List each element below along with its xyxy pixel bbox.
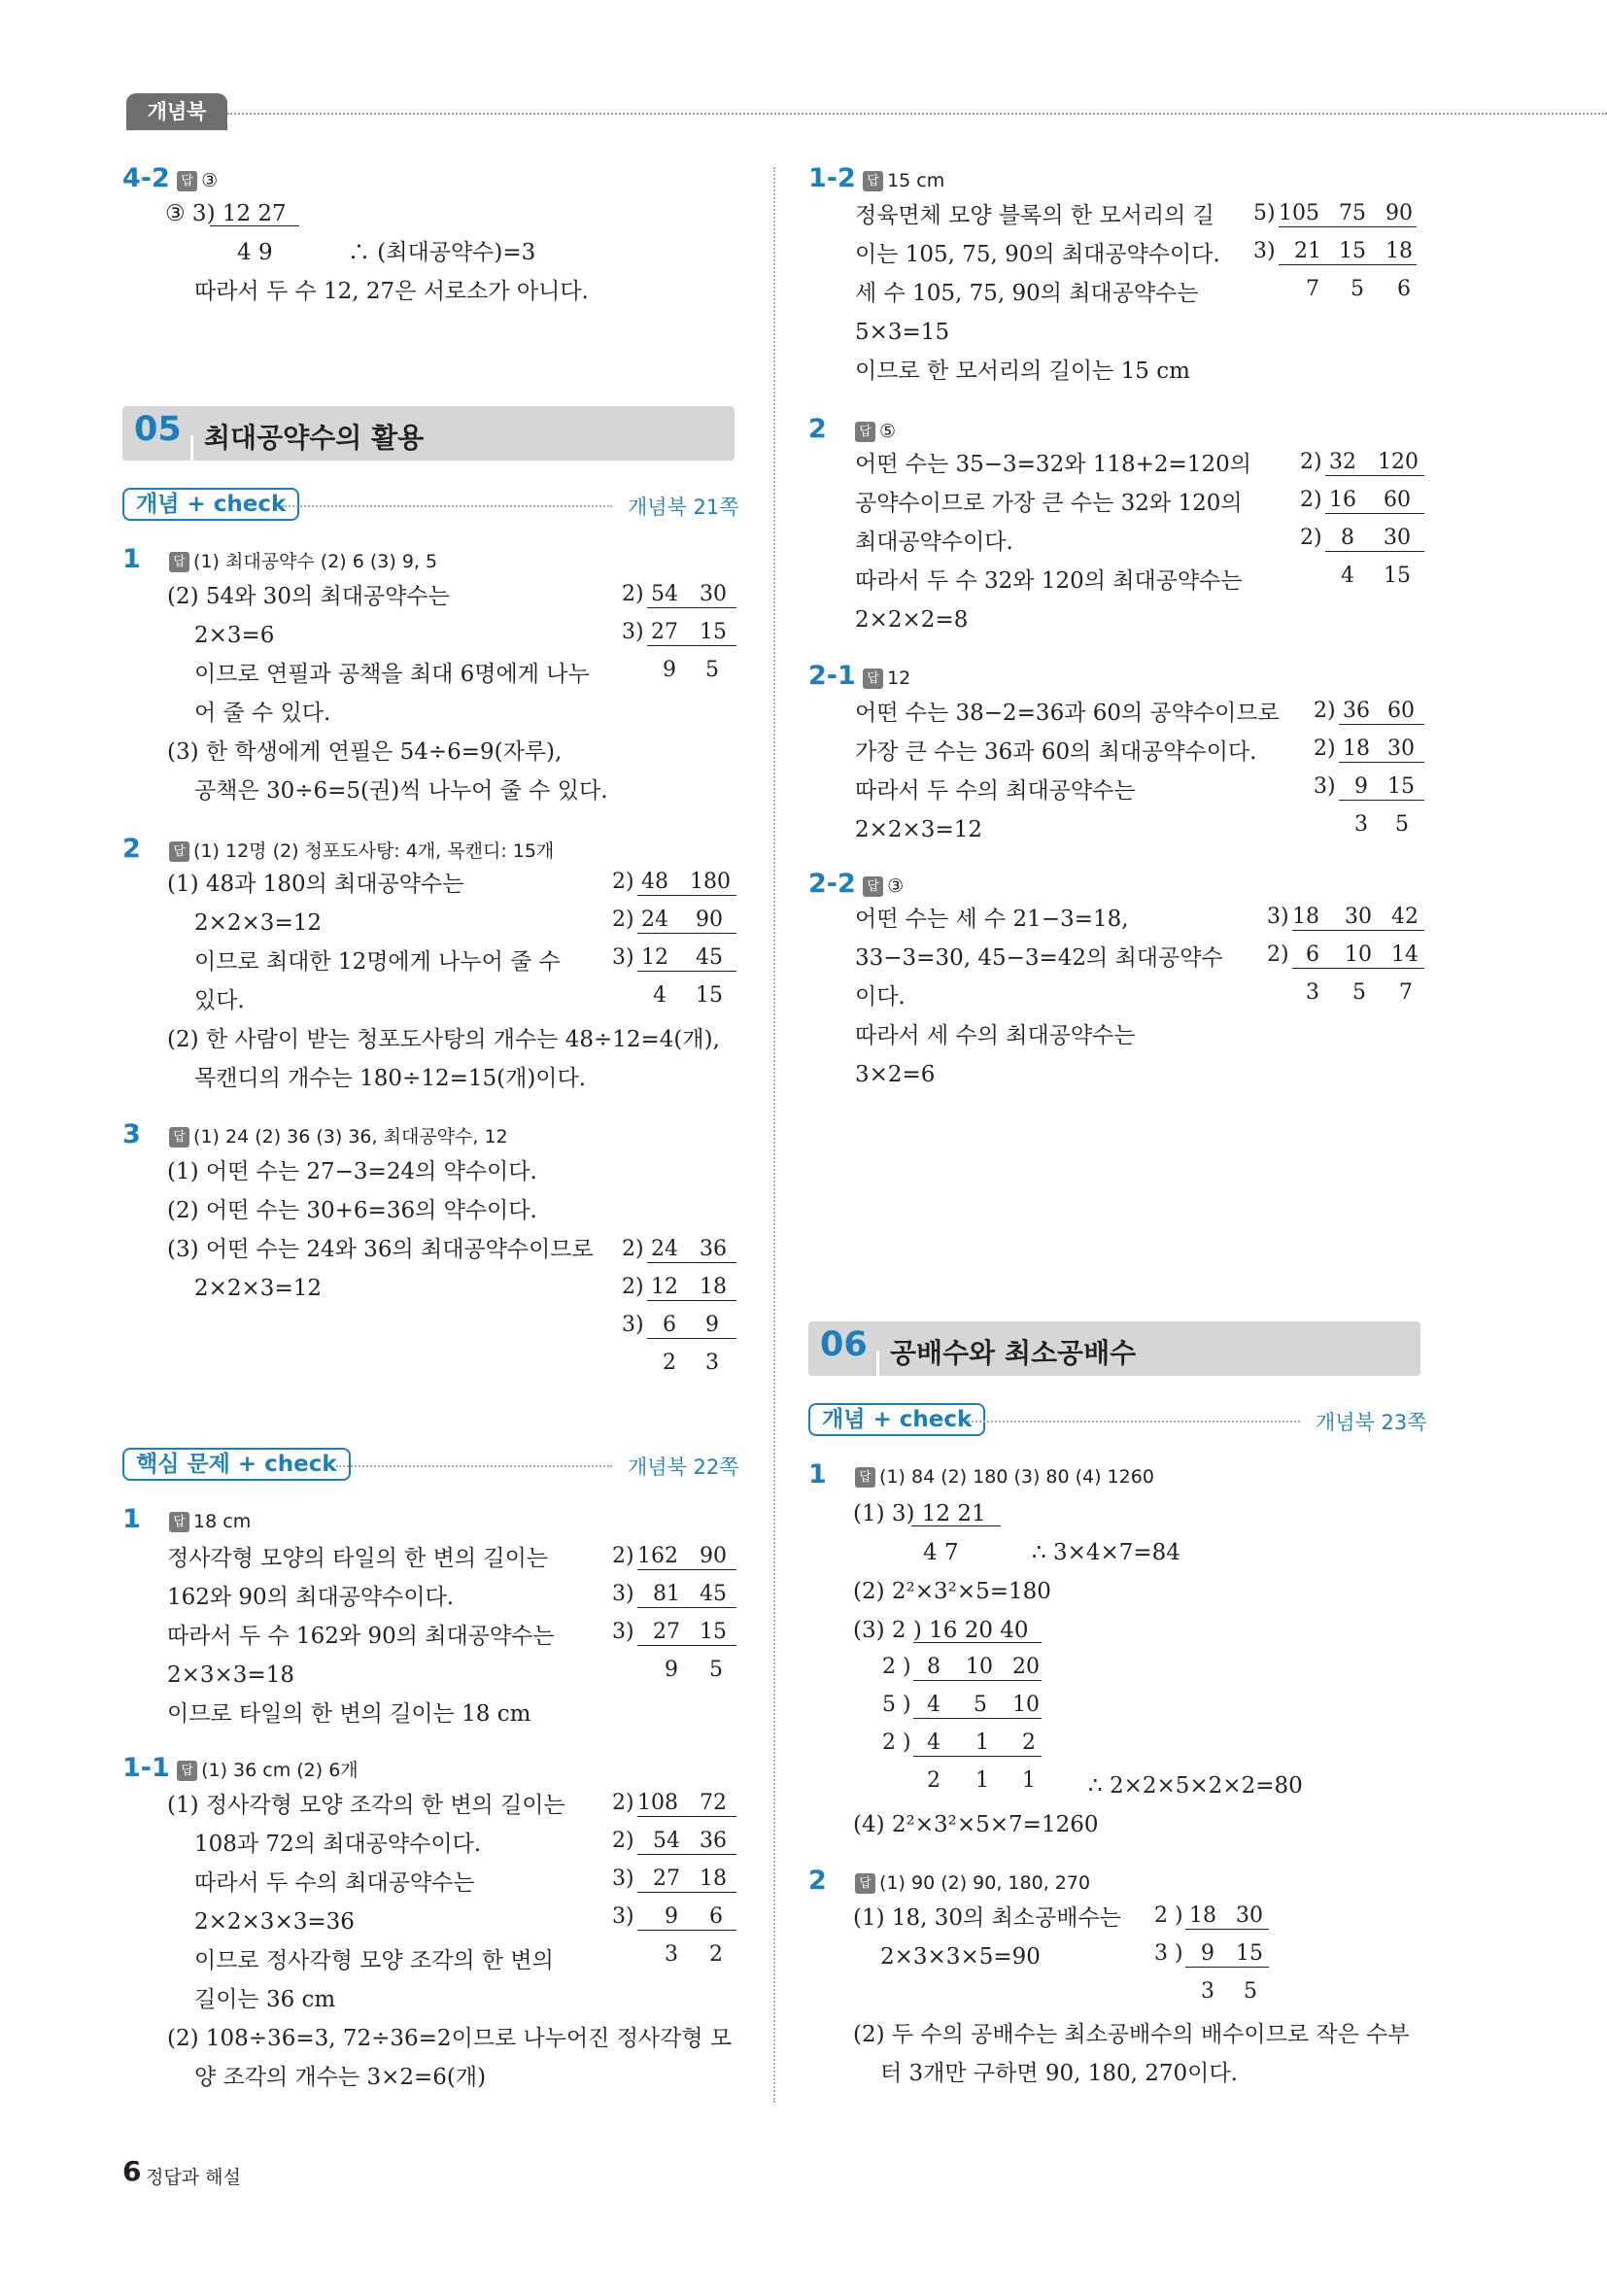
text-line: 4 9 (237, 240, 273, 265)
core-1-header: 1 답 18 cm (122, 1504, 252, 1534)
division-rule (911, 1525, 1001, 1526)
division-table: 3) 18 30 42 2) 6 10 14 3 5 7 (1267, 904, 1426, 1006)
text-line: 2×3×3=18 (167, 1662, 294, 1688)
text-line: 3×2=6 (855, 1062, 936, 1087)
page-reference: 개념북 22쪽 (628, 1456, 739, 1479)
text-line: 이는 105, 75, 90의 최대공약수이다. (855, 242, 1220, 267)
text-line: 최대공약수이다. (855, 530, 1013, 555)
text-line: 이므로 타일의 한 변의 길이는 18 cm (167, 1701, 531, 1727)
text-line: 가장 큰 수는 36과 60의 최대공약수이다. (855, 739, 1257, 765)
division-rule (210, 225, 299, 226)
core-2-2-header: 2-2 답 ③ (808, 869, 905, 899)
dotted-rule (282, 505, 612, 507)
text-line: ∴ 2×2×5×2×2=80 (1088, 1773, 1303, 1799)
text-line: 정육면체 모양 블록의 한 모서리의 길 (855, 203, 1214, 228)
answer-icon: 답 (169, 841, 189, 862)
core-1-2-header: 1-2 답 15 cm (808, 163, 945, 193)
section-06-header: 06 공배수와 최소공배수 (808, 1321, 1420, 1376)
text-line: (2) 2²×3²×5=180 (853, 1579, 1051, 1604)
text-line: (2) 두 수의 공배수는 최소공배수의 배수이므로 작은 수부 (853, 2022, 1410, 2047)
text-line: 이므로 최대한 12명에게 나누어 줄 수 (194, 949, 561, 975)
footer-label: 정답과 해설 (146, 2167, 241, 2188)
text-line: 2×2×3=12 (194, 1276, 322, 1301)
concept-check-label: 개념 + check (808, 1403, 985, 1436)
text-line: 공책은 30÷6=5(권)씩 나누어 줄 수 있다. (194, 778, 608, 804)
text-line: (1) 3) 12 21 (853, 1501, 986, 1526)
problem-4-2-header: 4-2 답 ③ (122, 163, 219, 193)
text-line: 108과 72의 최대공약수이다. (194, 1832, 482, 1857)
text-line: 이다. (855, 984, 906, 1010)
answer-icon: 답 (855, 1873, 875, 1894)
core-2-1-header: 2-1 답 12 (808, 661, 911, 691)
text-line: 2×2×3×3=36 (194, 1909, 355, 1935)
text-line: ③ 3) 12 27 (165, 201, 287, 226)
answer-icon: 답 (169, 1512, 189, 1532)
text-line: 있다. (194, 988, 245, 1013)
text-line: 어떤 수는 38−2=36과 60의 공약수이므로 (855, 701, 1280, 726)
core-check-label: 핵심 문제 + check (122, 1448, 351, 1481)
column-divider (773, 167, 775, 2103)
answer-icon: 답 (169, 552, 189, 572)
text-line: ∴ 3×4×7=84 (1032, 1540, 1180, 1565)
division-table: 2) 32 120 2) 16 60 2) 8 30 4 15 (1300, 449, 1426, 589)
text-line: (3) 한 학생에게 연필은 54÷6=9(자루), (167, 739, 563, 765)
text-line: (3) 2 ) 16 20 40 (853, 1618, 1029, 1643)
text-line: (2) 어떤 수는 30+6=36의 약수이다. (167, 1198, 537, 1223)
text-line: 이므로 연필과 공책을 최대 6명에게 나누 (194, 662, 590, 687)
text-line: 이므로 한 모서리의 길이는 15 cm (855, 359, 1190, 384)
text-line: (2) 54와 30의 최대공약수는 (167, 584, 450, 609)
division-table: 2) 36 60 2) 18 30 3) 9 15 3 5 (1314, 698, 1426, 838)
answer-icon: 답 (177, 1761, 197, 1781)
text-line: 2×2×2=8 (855, 607, 969, 633)
text-line: 33−3=30, 45−3=42의 최대공약수 (855, 945, 1223, 971)
text-line: 162와 90의 최대공약수이다. (167, 1585, 455, 1610)
division-table: 2) 24 36 2) 12 18 3) 6 9 2 3 (622, 1236, 738, 1376)
answer-icon: 답 (855, 1467, 875, 1488)
division-rule (913, 1642, 1042, 1643)
dotted-rule (968, 1421, 1300, 1422)
core-2-header: 2 답 ⑤ (808, 414, 897, 444)
answer-icon: 답 (863, 668, 883, 689)
text-line: 목캔디의 개수는 180÷12=15(개)이다. (194, 1066, 587, 1091)
division-table: 2) 54 30 3) 27 15 9 5 (622, 581, 738, 683)
question-1-header: 1 답 (1) 최대공약수 (2) 6 (3) 9, 5 (122, 544, 438, 574)
text-line: 세 수 105, 75, 90의 최대공약수는 (855, 281, 1199, 306)
answer-icon: 답 (169, 1127, 189, 1148)
text-line: 정사각형 모양의 타일의 한 변의 길이는 (167, 1546, 549, 1571)
answer-icon: 답 (863, 171, 883, 191)
question-2-header: 2 답 (1) 12명 (2) 청포도사탕: 4개, 목캔디: 15개 (122, 834, 555, 864)
text-line: 따라서 세 수의 최대공약수는 (855, 1023, 1136, 1048)
text-line: 어떤 수는 세 수 21−3=18, (855, 907, 1129, 932)
text-line: (1) 어떤 수는 27−3=24의 약수이다. (167, 1159, 537, 1184)
text-line: 4 7 (923, 1540, 959, 1565)
dotted-rule (336, 1465, 612, 1467)
page-reference: 개념북 23쪽 (1316, 1411, 1427, 1434)
answer-icon: 답 (177, 171, 197, 191)
core-1-1-header: 1-1 답 (1) 36 cm (2) 6개 (122, 1753, 359, 1783)
text-line: 2×2×3=12 (855, 817, 982, 842)
answer-icon: 답 (855, 422, 875, 442)
text-line: (2) 한 사람이 받는 청포도사탕의 개수는 48÷12=4(개), (167, 1027, 720, 1052)
text-line: (1) 48과 180의 최대공약수는 (167, 872, 464, 897)
text-line: 양 조각의 개수는 3×2=6(개) (194, 2065, 487, 2090)
division-table: 2 ) 8 10 20 5 ) 4 5 10 2 ) 4 1 2 2 1 1 (882, 1655, 1040, 1793)
text-line: 따라서 두 수의 최대공약수는 (855, 778, 1136, 804)
text-line: 5×3=15 (855, 320, 950, 345)
text-line: 따라서 두 수 12, 27은 서로소가 아니다. (194, 279, 589, 304)
division-table: 2) 48 180 2) 24 90 3) 12 45 4 15 (612, 869, 738, 1009)
header-rule (227, 113, 1607, 115)
question-2-header: 2 답 (1) 90 (2) 90, 180, 270 (808, 1866, 1091, 1896)
answer-icon: 답 (863, 876, 883, 897)
text-line: 길이는 36 cm (194, 1987, 336, 2012)
text-line: 어떤 수는 35−3=32와 118+2=120의 (855, 452, 1251, 477)
book-tag: 개념북 (126, 93, 227, 130)
text-line: 터 3개만 구하면 90, 180, 270이다. (880, 2061, 1238, 2086)
question-3-header: 3 답 (1) 24 (2) 36 (3) 36, 최대공약수, 12 (122, 1119, 508, 1149)
text-line: 2×3×3×5=90 (880, 1944, 1041, 1970)
page-number: 6 (122, 2155, 142, 2187)
text-line: 이므로 정사각형 모양 조각의 한 변의 (194, 1948, 554, 1973)
text-line: (1) 정사각형 모양 조각의 한 변의 길이는 (167, 1793, 565, 1818)
text-line: 따라서 두 수 32와 120의 최대공약수는 (855, 568, 1243, 594)
text-line: (2) 108÷36=3, 72÷36=2이므로 나누어진 정사각형 모 (167, 2026, 733, 2051)
text-line: ∴ (최대공약수)=3 (348, 240, 536, 265)
text-line: (4) 2²×3²×5×7=1260 (853, 1812, 1099, 1837)
section-05-header: 05 최대공약수의 활용 (122, 406, 735, 461)
division-table: 2 ) 18 30 3 ) 9 15 3 5 (1154, 1902, 1271, 2005)
text-line: (3) 어떤 수는 24와 36의 최대공약수이므로 (167, 1237, 594, 1262)
text-line: (1) 18, 30의 최소공배수는 (853, 1905, 1121, 1931)
text-line: 2×3=6 (194, 623, 275, 648)
text-line: 공약수이므로 가장 큰 수는 32와 120의 (855, 491, 1243, 516)
text-line: 2×2×3=12 (194, 910, 322, 936)
concept-check-label: 개념 + check (122, 488, 299, 521)
text-line: 따라서 두 수 162와 90의 최대공약수는 (167, 1624, 555, 1649)
question-1-header: 1 답 (1) 84 (2) 180 (3) 80 (4) 1260 (808, 1459, 1154, 1490)
division-table: 2) 108 72 2) 54 36 3) 27 18 3) 9 6 3 2 (612, 1790, 738, 1968)
text-line: 어 줄 수 있다. (194, 701, 331, 726)
text-line: 따라서 두 수의 최대공약수는 (194, 1870, 475, 1896)
division-table: 5) 105 75 90 3) 21 15 18 7 5 6 (1253, 200, 1419, 302)
division-table: 2) 162 90 3) 81 45 3) 27 15 9 5 (612, 1543, 738, 1683)
page-reference: 개념북 21쪽 (628, 496, 739, 519)
